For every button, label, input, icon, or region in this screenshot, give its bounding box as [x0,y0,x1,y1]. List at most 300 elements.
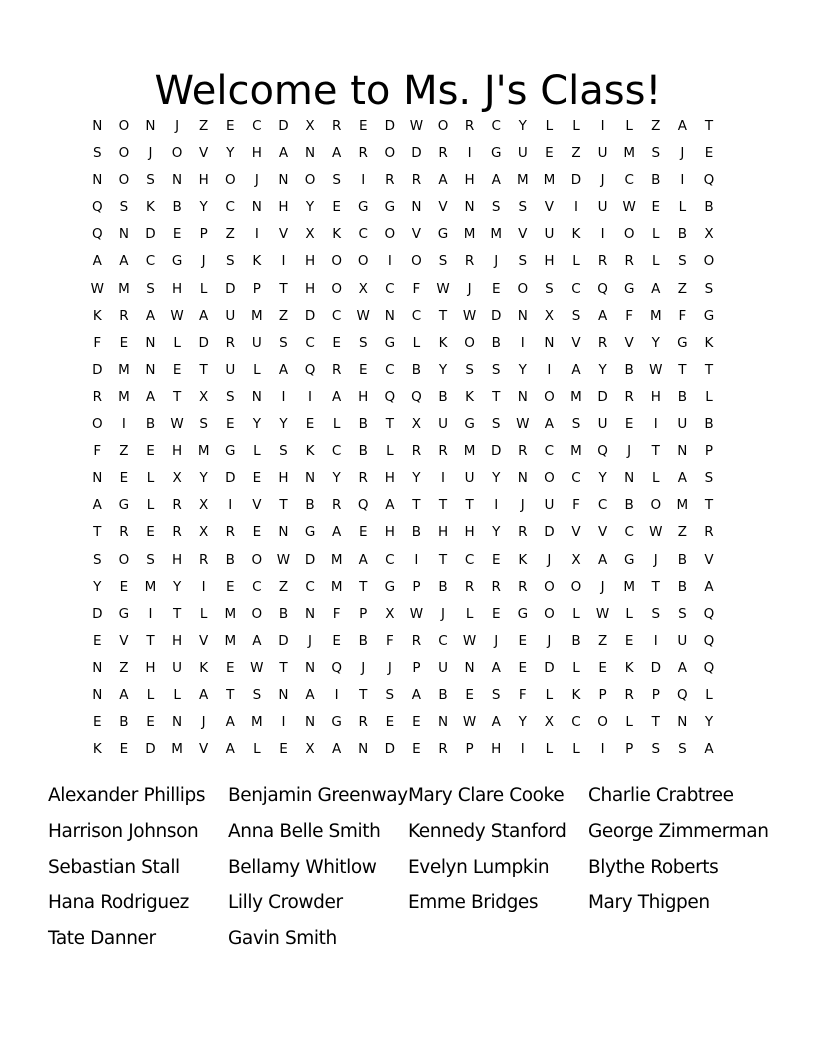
grid-letter[interactable]: E [704,145,714,162]
grid-letter[interactable]: L [146,497,155,514]
grid-letter[interactable]: W [462,307,477,324]
grid-letter[interactable]: N [92,172,103,189]
grid-letter[interactable]: V [624,334,634,351]
grid-letter[interactable]: B [145,416,156,433]
grid-letter[interactable]: D [92,605,103,622]
grid-letter[interactable]: G [490,145,502,162]
grid-letter[interactable]: L [465,605,474,622]
grid-letter[interactable]: D [544,524,555,541]
grid-letter[interactable]: E [651,199,661,216]
grid-letter[interactable]: E [146,714,155,731]
grid-letter[interactable]: N [172,714,183,731]
grid-letter[interactable]: S [678,741,687,758]
grid-letter[interactable]: J [148,145,153,162]
grid-letter[interactable]: R [119,307,129,324]
grid-letter[interactable]: M [516,172,529,189]
grid-letter[interactable]: Y [518,361,527,378]
grid-letter[interactable]: G [225,443,236,460]
grid-letter[interactable]: M [251,714,263,731]
grid-letter[interactable]: W [595,605,610,622]
grid-letter[interactable]: J [201,714,206,731]
grid-letter[interactable]: A [225,741,235,758]
grid-letter[interactable]: N [251,388,262,405]
grid-letter[interactable]: A [332,145,342,162]
grid-letter[interactable]: U [597,416,608,433]
grid-letter[interactable]: L [332,416,341,433]
grid-letter[interactable]: Q [91,226,103,243]
grid-letter[interactable]: O [384,145,396,162]
grid-letter[interactable]: D [145,741,156,758]
grid-letter[interactable]: N [677,443,688,460]
grid-letter[interactable]: O [384,226,396,243]
grid-letter[interactable]: Z [597,632,608,649]
grid-letter[interactable]: N [677,714,688,731]
grid-letter[interactable]: F [625,307,634,324]
grid-letter[interactable]: G [118,497,130,514]
grid-letter[interactable]: N [464,199,475,216]
grid-letter[interactable]: E [624,416,634,433]
grid-letter[interactable]: R [331,361,342,378]
grid-letter[interactable]: O [118,551,130,568]
grid-letter[interactable]: T [438,307,448,324]
grid-letter[interactable]: L [545,686,554,703]
grid-letter[interactable]: H [358,388,369,405]
grid-letter[interactable]: R [385,172,395,189]
grid-letter[interactable]: R [411,443,422,460]
grid-letter[interactable]: A [491,714,501,731]
grid-letter[interactable]: Y [93,578,102,595]
grid-letter[interactable]: B [119,714,129,731]
grid-letter[interactable]: N [145,118,156,134]
grid-letter[interactable]: F [93,334,102,351]
grid-letter[interactable]: V [199,145,209,162]
grid-letter[interactable]: M [490,226,503,243]
grid-letter[interactable]: P [412,578,421,595]
grid-letter[interactable]: L [625,605,633,622]
grid-letter[interactable]: R [624,253,634,270]
grid-letter[interactable]: Y [412,470,421,487]
grid-letter[interactable]: G [304,524,316,541]
grid-letter[interactable]: Y [492,470,501,487]
grid-letter[interactable]: Y [518,118,527,134]
grid-letter[interactable]: R [198,551,209,568]
grid-letter[interactable]: L [652,226,660,243]
grid-letter[interactable]: C [252,118,262,134]
grid-letter[interactable]: L [572,605,580,622]
grid-letter[interactable]: I [467,145,472,162]
grid-letter[interactable]: S [491,199,501,216]
grid-letter[interactable]: N [278,172,289,189]
grid-letter[interactable]: M [676,497,689,514]
grid-letter[interactable]: D [491,443,502,460]
grid-letter[interactable]: T [465,497,474,514]
grid-letter[interactable]: C [385,280,395,297]
grid-letter[interactable]: F [332,605,341,622]
grid-letter[interactable]: C [544,443,555,460]
grid-letter[interactable]: O [171,145,183,162]
grid-letter[interactable]: M [330,551,343,568]
grid-letter[interactable]: D [225,470,236,487]
grid-letter[interactable]: Q [331,659,342,676]
grid-letter[interactable]: W [276,551,291,568]
grid-letter[interactable]: J [387,659,392,676]
grid-letter[interactable]: U [464,470,475,487]
grid-letter[interactable]: T [359,686,368,703]
grid-letter[interactable]: M [570,388,582,405]
grid-letter[interactable]: Q [703,659,715,676]
grid-letter[interactable]: X [172,470,182,487]
grid-letter[interactable]: Q [703,632,715,649]
grid-letter[interactable]: B [704,199,714,216]
grid-letter[interactable]: V [199,632,209,649]
grid-letter[interactable]: Y [518,714,527,731]
grid-letter[interactable]: N [358,741,369,758]
grid-letter[interactable]: D [411,145,422,162]
grid-letter[interactable]: N [517,470,528,487]
grid-letter[interactable]: B [677,578,687,595]
grid-letter[interactable]: A [145,307,156,324]
grid-letter[interactable]: R [597,253,608,270]
grid-letter[interactable]: R [464,253,475,270]
grid-letter[interactable]: D [570,172,582,189]
grid-letter[interactable]: Z [225,226,235,243]
grid-letter[interactable]: L [253,741,261,758]
grid-letter[interactable]: A [651,280,661,297]
grid-letter[interactable]: N [92,659,103,676]
grid-letter[interactable]: H [198,172,209,189]
grid-letter[interactable]: E [332,199,341,216]
grid-letter[interactable]: N [304,714,316,731]
grid-letter[interactable]: O [517,280,529,297]
grid-letter[interactable]: S [518,199,528,216]
grid-letter[interactable]: T [93,524,102,541]
grid-letter[interactable]: F [678,307,687,324]
grid-letter[interactable]: S [704,470,714,487]
grid-letter[interactable]: I [600,118,605,134]
grid-letter[interactable]: E [93,632,102,649]
grid-letter[interactable]: T [199,361,208,378]
grid-letter[interactable]: H [172,632,183,649]
grid-letter[interactable]: L [146,470,155,487]
grid-letter[interactable]: E [119,334,129,351]
grid-letter[interactable]: X [199,497,209,514]
grid-letter[interactable]: G [623,280,635,297]
grid-letter[interactable]: E [172,226,182,243]
grid-letter[interactable]: A [92,497,102,514]
grid-letter[interactable]: R [225,524,235,541]
grid-letter[interactable]: Q [703,605,715,622]
grid-letter[interactable]: N [92,686,103,703]
grid-letter[interactable]: I [441,470,445,487]
grid-letter[interactable]: D [544,659,555,676]
grid-letter[interactable]: C [571,470,581,487]
grid-letter[interactable]: E [491,280,501,297]
grid-letter[interactable]: L [253,443,261,460]
grid-letter[interactable]: G [437,226,449,243]
grid-letter[interactable]: M [118,388,130,405]
grid-letter[interactable]: K [146,199,155,216]
grid-letter[interactable]: L [545,741,554,758]
grid-letter[interactable]: I [680,172,685,189]
grid-letter[interactable]: W [170,416,184,433]
grid-letter[interactable]: G [171,253,183,270]
grid-letter[interactable]: U [597,145,608,162]
grid-letter[interactable]: A [119,686,129,703]
grid-letter[interactable]: B [358,416,368,433]
grid-letter[interactable]: J [467,280,472,297]
grid-letter[interactable]: E [119,578,129,595]
grid-letter[interactable]: X [305,741,315,758]
grid-letter[interactable]: R [464,118,475,134]
grid-letter[interactable]: R [438,443,448,460]
grid-letter[interactable]: Q [304,361,316,378]
grid-letter[interactable]: U [597,199,608,216]
grid-letter[interactable]: H [172,280,183,297]
grid-letter[interactable]: N [384,307,395,324]
grid-letter[interactable]: C [385,551,395,568]
grid-letter[interactable]: N [118,226,129,243]
grid-letter[interactable]: C [571,714,581,731]
grid-letter[interactable]: O [331,280,342,297]
grid-letter[interactable]: C [331,443,342,460]
grid-letter[interactable]: S [704,280,714,297]
grid-letter[interactable]: C [624,524,634,541]
grid-letter[interactable]: D [597,388,608,405]
grid-letter[interactable]: C [145,253,156,270]
grid-letter[interactable]: S [571,307,581,324]
grid-letter[interactable]: Q [677,686,688,703]
grid-letter[interactable]: E [385,714,395,731]
grid-letter[interactable]: N [544,334,555,351]
grid-letter[interactable]: J [547,632,552,649]
grid-letter[interactable]: Y [305,199,315,216]
grid-letter[interactable]: W [409,605,424,622]
grid-letter[interactable]: A [199,686,209,703]
grid-letter[interactable]: A [332,388,342,405]
grid-letter[interactable]: S [678,605,687,622]
grid-letter[interactable]: X [305,226,315,243]
grid-letter[interactable]: C [252,578,262,595]
grid-letter[interactable]: H [437,524,449,541]
grid-letter[interactable]: O [304,172,316,189]
grid-letter[interactable]: T [678,361,687,378]
grid-letter[interactable]: A [145,388,156,405]
grid-letter[interactable]: O [650,497,662,514]
grid-letter[interactable]: I [281,714,286,731]
grid-letter[interactable]: Z [199,118,209,134]
grid-letter[interactable]: O [118,118,130,134]
grid-letter[interactable]: R [358,470,368,487]
grid-letter[interactable]: E [252,470,262,487]
grid-letter[interactable]: T [226,686,235,703]
grid-letter[interactable]: R [704,524,714,541]
grid-letter[interactable]: S [491,416,501,433]
grid-letter[interactable]: W [649,361,663,378]
grid-letter[interactable]: M [171,741,183,758]
grid-letter[interactable]: I [600,741,605,758]
grid-letter[interactable]: T [172,388,182,405]
grid-letter[interactable]: N [251,199,262,216]
grid-letter[interactable]: V [544,199,555,216]
grid-letter[interactable]: B [225,551,235,568]
grid-letter[interactable]: C [358,226,368,243]
grid-letter[interactable]: P [359,605,368,622]
grid-letter[interactable]: S [545,280,554,297]
grid-letter[interactable]: U [438,659,448,676]
grid-letter[interactable]: D [650,659,661,676]
grid-letter[interactable]: B [677,551,687,568]
grid-letter[interactable]: L [705,388,713,405]
grid-letter[interactable]: E [226,416,235,433]
grid-letter[interactable]: J [520,497,525,514]
grid-letter[interactable]: A [597,551,608,568]
grid-letter[interactable]: X [544,307,555,324]
grid-letter[interactable]: S [465,361,474,378]
grid-letter[interactable]: U [677,416,688,433]
grid-letter[interactable]: F [518,686,527,703]
grid-letter[interactable]: F [572,497,580,514]
grid-letter[interactable]: Z [571,145,581,162]
grid-letter[interactable]: J [494,632,499,649]
grid-letter[interactable]: I [201,578,206,595]
grid-letter[interactable]: E [358,524,368,541]
grid-letter[interactable]: A [252,632,262,649]
grid-letter[interactable]: U [225,361,236,378]
grid-letter[interactable]: I [308,388,313,405]
grid-letter[interactable]: O [411,253,422,270]
grid-letter[interactable]: X [704,226,714,243]
grid-letter[interactable]: E [624,632,634,649]
grid-letter[interactable]: U [438,416,448,433]
grid-letter[interactable]: Y [704,714,714,731]
grid-letter[interactable]: E [226,118,235,134]
grid-letter[interactable]: Y [438,361,448,378]
grid-letter[interactable]: W [250,659,264,676]
grid-letter[interactable]: H [491,741,502,758]
grid-letter[interactable]: M [463,226,476,243]
grid-letter[interactable]: S [225,253,235,270]
grid-letter[interactable]: S [518,253,528,270]
grid-letter[interactable]: Y [651,334,660,351]
grid-letter[interactable]: Y [492,524,501,541]
grid-letter[interactable]: J [494,253,499,270]
grid-letter[interactable]: C [438,632,448,649]
grid-letter[interactable]: I [148,605,153,622]
grid-letter[interactable]: O [251,605,263,622]
grid-letter[interactable]: H [304,280,316,297]
grid-letter[interactable]: B [677,226,687,243]
grid-letter[interactable]: G [384,334,396,351]
grid-letter[interactable]: T [438,551,448,568]
grid-letter[interactable]: C [571,280,581,297]
grid-letter[interactable]: D [145,226,156,243]
grid-letter[interactable]: A [305,686,315,703]
grid-letter[interactable]: E [172,361,182,378]
grid-letter[interactable]: C [331,307,342,324]
grid-letter[interactable]: T [279,659,288,676]
grid-letter[interactable]: U [251,334,262,351]
grid-letter[interactable]: X [411,416,422,433]
grid-letter[interactable]: F [385,632,394,649]
grid-letter[interactable]: X [385,605,395,622]
grid-letter[interactable]: P [625,741,634,758]
grid-letter[interactable]: S [225,388,235,405]
grid-letter[interactable]: W [409,118,424,134]
grid-letter[interactable]: K [571,226,581,243]
grid-letter[interactable]: R [411,632,422,649]
grid-letter[interactable]: U [677,632,688,649]
grid-letter[interactable]: R [358,145,368,162]
grid-letter[interactable]: G [517,605,529,622]
grid-letter[interactable]: S [146,172,155,189]
grid-letter[interactable]: M [649,307,662,324]
grid-letter[interactable]: I [254,226,259,243]
grid-letter[interactable]: Y [598,470,607,487]
grid-letter[interactable]: L [199,605,208,622]
grid-letter[interactable]: S [146,280,155,297]
grid-letter[interactable]: I [653,416,658,433]
grid-letter[interactable]: A [438,172,448,189]
grid-letter[interactable]: S [119,199,129,216]
grid-letter[interactable]: A [571,361,581,378]
grid-letter[interactable]: J [308,632,313,649]
grid-letter[interactable]: G [118,605,130,622]
grid-letter[interactable]: T [651,443,660,460]
grid-letter[interactable]: A [278,361,289,378]
grid-letter[interactable]: T [704,118,714,134]
grid-letter[interactable]: R [172,524,182,541]
grid-letter[interactable]: R [518,578,528,595]
grid-letter[interactable]: N [172,172,183,189]
grid-letter[interactable]: O [597,714,608,731]
grid-letter[interactable]: V [571,334,581,351]
grid-letter[interactable]: R [624,388,634,405]
grid-letter[interactable]: C [411,307,422,324]
grid-letter[interactable]: E [518,659,528,676]
grid-letter[interactable]: A [491,172,501,189]
grid-letter[interactable]: A [278,145,289,162]
grid-letter[interactable]: L [173,686,181,703]
grid-letter[interactable]: N [278,686,289,703]
grid-letter[interactable]: T [704,361,714,378]
grid-letter[interactable]: M [330,578,343,595]
grid-letter[interactable]: L [625,118,633,134]
grid-letter[interactable]: Q [411,388,422,405]
grid-letter[interactable]: D [491,307,502,324]
grid-letter[interactable]: M [623,145,635,162]
grid-letter[interactable]: I [281,388,286,405]
grid-letter[interactable]: X [199,524,209,541]
grid-letter[interactable]: Z [651,118,661,134]
grid-letter[interactable]: S [491,686,501,703]
grid-letter[interactable]: H [172,443,183,460]
grid-letter[interactable]: R [92,388,102,405]
grid-letter[interactable]: U [544,497,555,514]
grid-letter[interactable]: O [544,388,555,405]
grid-letter[interactable]: A [411,686,422,703]
grid-letter[interactable]: Q [91,199,103,216]
grid-letter[interactable]: A [385,497,395,514]
grid-letter[interactable]: R [438,741,448,758]
grid-letter[interactable]: T [146,632,155,649]
grid-letter[interactable]: X [199,388,209,405]
grid-letter[interactable]: A [225,714,235,731]
grid-letter[interactable]: V [411,226,422,243]
grid-letter[interactable]: R [518,443,528,460]
grid-letter[interactable]: E [491,551,501,568]
grid-letter[interactable]: K [571,686,581,703]
grid-letter[interactable]: E [412,741,421,758]
